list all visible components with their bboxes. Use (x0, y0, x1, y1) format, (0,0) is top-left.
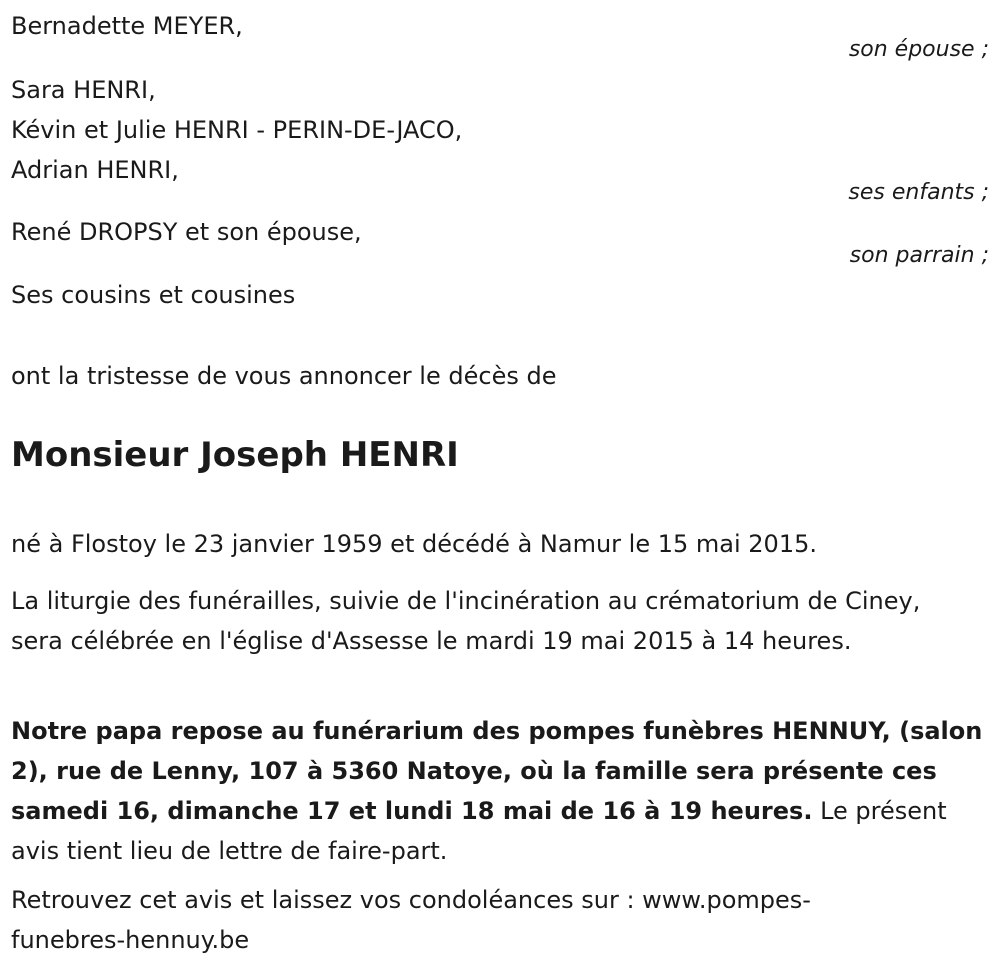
godfather-role: son parrain ; (849, 243, 989, 268)
cousins-line: Ses cousins et cousines (11, 281, 296, 309)
child-name: Kévin et Julie HENRI - PERIN-DE-JACO, (11, 116, 463, 144)
child-name: Sara HENRI, (11, 76, 156, 104)
spouse-name: Bernadette MEYER, (11, 12, 243, 40)
child-name: Adrian HENRI, (11, 156, 179, 184)
deceased-name: Monsieur Joseph HENRI (11, 435, 459, 475)
birth-death-text: né à Flostoy le 23 janvier 1959 et décédé à Namur le 15 mai 2015. (11, 530, 817, 558)
spouse-role: son épouse ; (848, 37, 989, 62)
condolences-text: Retrouvez cet avis et laissez vos condoléances sur : www.pompes-funebres-hennuy.be (11, 886, 811, 954)
godfather-name: René DROPSY et son épouse, (11, 218, 362, 246)
visitation-details: Notre papa repose au funérarium des pompes funèbres HENNUY, (salon 2), rue de Lenny, 107 à 5360 Natoye, où la famille sera présente ces samedi 16, dimanche 17 et lundi 18 mai de 16 à 19 heures. (11, 717, 983, 825)
liturgy-text: La liturgie des funérailles, suivie de l'incinération au crématorium de Ciney, sera célébrée en l'église d'Assesse le mardi 19 mai 2015 à 14 heures. (11, 587, 921, 655)
announcement-text: ont la tristesse de vous annoncer le décès de (11, 362, 557, 390)
notice-statement: Le présent avis tient lieu de lettre de faire-part. (11, 797, 947, 865)
visitation-paragraph (11, 711, 986, 871)
children-role: ses enfants ; (848, 180, 989, 205)
